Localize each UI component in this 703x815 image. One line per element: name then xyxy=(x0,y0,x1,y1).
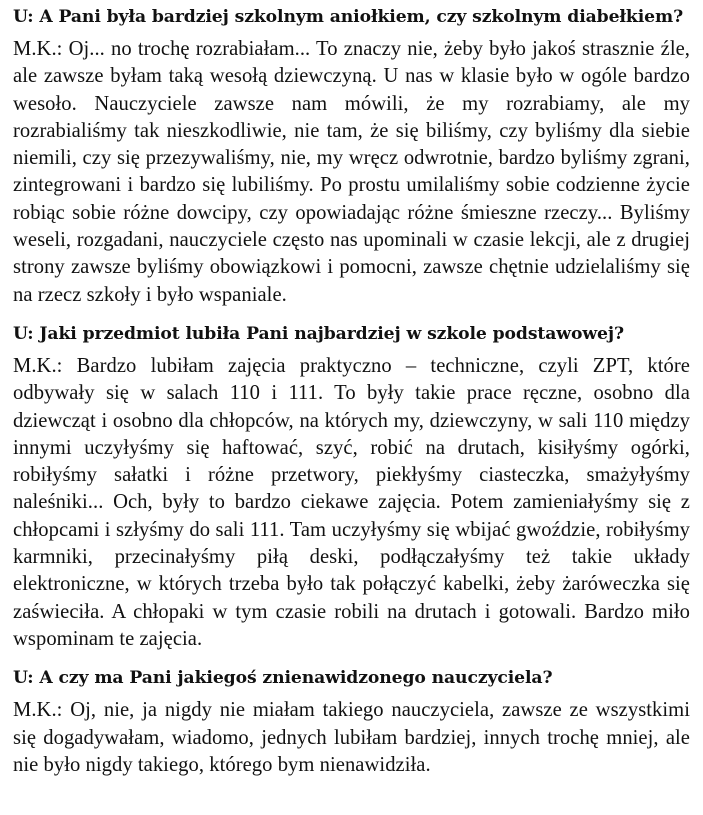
qa-section-favorite-subject xyxy=(13,321,690,653)
question-heading: U: Jaki przedmiot lubiła Pani najbardziej w szkole podstawowej? xyxy=(13,323,624,344)
answer-paragraph: M.K.: Oj, nie, ja nigdy nie miałam takiego nauczyciela, zawsze ze wszystkimi się dogadywałam, wiadomo, jednych lubiłam bardziej, innych trochę mniej, ale nie było nigdy takiego, którego bym nienawidziła. xyxy=(13,699,690,776)
answer-paragraph: M.K.: Oj... no trochę rozrabiałam... To znaczy nie, żeby było jakoś strasznie źle, ale zawsze byłam taką wesołą dziewczyną. U nas w klasie było w ogóle bardzo wesoło. Nauczyciele zawsze nam mówili, że my rozrabiamy, ale my rozrabialiśmy tak nieszkodliwie, nie tam, że się biliśmy, czy byliśmy dla siebie niemili, czy się przezywaliśmy, nie, my wręcz odwrotnie, bardzo byliśmy zgrani, zintegrowani i bardzo się lubiliśmy. Po prostu umilaliśmy sobie codzienne życie robiąc sobie różne dowcipy, czy opowiadając różne śmieszne rzeczy... Byliśmy weseli, rozgadani, nauczyciele często nas upominali w czasie lekcji, ale z drugiej strony zawsze byliśmy obowiązkowi i pomocni, zawsze chętnie udzielaliśmy się na rzecz szkoły i było wspaniale. xyxy=(13,38,690,306)
question-heading: U: A Pani była bardziej szkolnym aniołkiem, czy szkolnym diabełkiem? xyxy=(13,7,684,27)
answer-paragraph: M.K.: Bardzo lubiłam zajęcia praktyczno – techniczne, czyli ZPT, które odbywały się w salach 110 i 111. To były takie prace ręczne, osobno dla dziewcząt i osobno dla chłopców, na których my, dziewczyny, w sali 110 między innymi uczyłyśmy się haftować, szyć, robić na drutach, kisiłyśmy ogórki, robiłyśmy sałatki i różne przetwory, piekłyśmy ciasteczka, smażyłyśmy naleśniki... Och, były to bardzo ciekawe zajęcia. Potem zamieniałyśmy się z chłopcami i szłyśmy do sali 111. Tam uczyłyśmy się wbijać gwoździe, robiłyśmy karmniki, przecinałyśmy piłą deski, podłączałyśmy też takie układy elektroniczne, w których trzeba było tak połączyć kabelki, żeby żaróweczka się zaświeciła. A chłopaki w tym czasie robili na drutach i gotowali. Bardzo miło wspominam te zajęcia. xyxy=(13,354,690,650)
qa-section-hated-teacher xyxy=(13,665,690,779)
qa-section-angel-or-devil xyxy=(13,4,690,309)
question-heading: U: A czy ma Pani jakiegoś znienawidzonego nauczyciela? xyxy=(13,668,553,689)
document-page xyxy=(13,4,690,787)
